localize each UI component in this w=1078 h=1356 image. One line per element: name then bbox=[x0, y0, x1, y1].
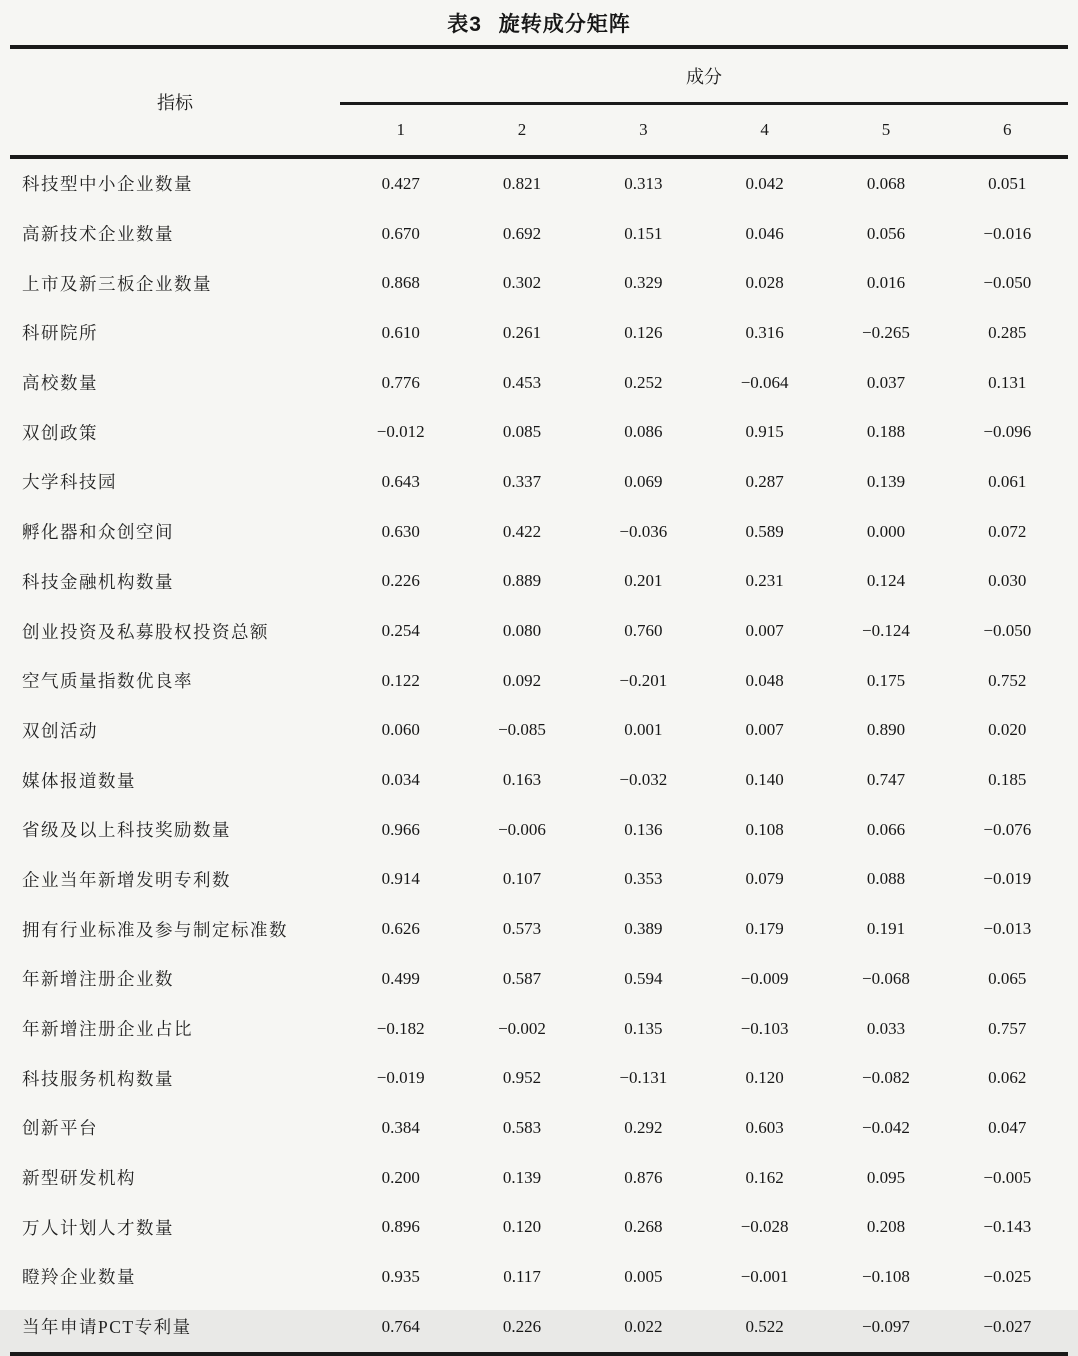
cell-value: −0.201 bbox=[619, 670, 668, 690]
cell-value: 0.042 bbox=[745, 173, 784, 193]
cell-value: 0.821 bbox=[502, 173, 542, 193]
cell-value: −0.027 bbox=[983, 1316, 1032, 1336]
table-row bbox=[10, 157, 1068, 209]
cell-value: 0.630 bbox=[381, 521, 420, 541]
cell-value: 0.095 bbox=[866, 1167, 906, 1187]
table-row bbox=[10, 507, 1068, 557]
row-label: 新型研发机构 bbox=[22, 1168, 136, 1189]
cell-value: 0.643 bbox=[381, 471, 420, 491]
cell-value: −0.182 bbox=[376, 1018, 425, 1038]
cell-value: 0.389 bbox=[624, 919, 663, 939]
rotated-component-matrix-table bbox=[10, 45, 1068, 1356]
table-body bbox=[10, 157, 1068, 1354]
row-label: 万人计划人才数量 bbox=[22, 1217, 174, 1238]
row-label: 科研院所 bbox=[22, 323, 98, 344]
cell-value: 0.868 bbox=[381, 273, 420, 293]
table-row bbox=[10, 1202, 1068, 1252]
cell-value: 0.302 bbox=[502, 273, 542, 293]
cell-value: 0.188 bbox=[866, 422, 906, 442]
cell-value: 0.285 bbox=[988, 322, 1027, 342]
cell-value: 0.151 bbox=[624, 223, 663, 243]
cell-value: 0.080 bbox=[502, 621, 542, 641]
cell-value: 0.047 bbox=[988, 1117, 1027, 1137]
cell-value: 0.175 bbox=[866, 670, 906, 690]
cell-value: 0.914 bbox=[381, 869, 420, 889]
cell-value: −0.085 bbox=[498, 720, 546, 740]
cell-value: 0.005 bbox=[624, 1266, 663, 1286]
cell-value: 0.086 bbox=[624, 422, 663, 442]
cell-value: 0.427 bbox=[381, 173, 420, 193]
row-label: 双创政策 bbox=[22, 422, 98, 443]
cell-value: 0.876 bbox=[624, 1167, 663, 1187]
cell-value: −0.006 bbox=[498, 819, 546, 839]
cell-value: 0.016 bbox=[866, 273, 906, 293]
cell-value: 0.056 bbox=[866, 223, 906, 243]
cell-value: −0.050 bbox=[983, 621, 1032, 641]
component-col: 1 bbox=[340, 104, 461, 158]
cell-value: 0.254 bbox=[381, 621, 420, 641]
cell-value: −0.143 bbox=[983, 1217, 1032, 1237]
cell-value: 0.583 bbox=[502, 1117, 542, 1137]
cell-value: 0.000 bbox=[866, 521, 906, 541]
table-row bbox=[10, 1252, 1068, 1302]
cell-value: 0.020 bbox=[988, 720, 1027, 740]
cell-value: 0.068 bbox=[866, 173, 906, 193]
row-label: 孵化器和众创空间 bbox=[22, 522, 174, 543]
row-label: 双创活动 bbox=[22, 720, 98, 741]
row-label: 科技服务机构数量 bbox=[22, 1068, 174, 1089]
table-row bbox=[10, 358, 1068, 408]
cell-value: 0.139 bbox=[502, 1167, 542, 1187]
cell-value: 0.092 bbox=[502, 670, 542, 690]
indicator-header: 指标 bbox=[10, 47, 340, 157]
cell-value: −0.028 bbox=[740, 1217, 789, 1237]
cell-value: 0.287 bbox=[745, 471, 784, 491]
table-row bbox=[10, 557, 1068, 607]
cell-value: 0.107 bbox=[502, 869, 542, 889]
row-label: 科技型中小企业数量 bbox=[22, 174, 193, 195]
cell-value: 0.776 bbox=[381, 372, 420, 392]
row-label: 高校数量 bbox=[22, 373, 98, 394]
cell-value: 0.079 bbox=[745, 869, 784, 889]
table-row bbox=[10, 1004, 1068, 1054]
cell-value: 0.191 bbox=[866, 919, 906, 939]
cell-value: −0.108 bbox=[862, 1266, 910, 1286]
cell-value: 0.760 bbox=[624, 621, 663, 641]
row-label: 拥有行业标准及参与制定标准数 bbox=[22, 919, 288, 940]
cell-value: 0.120 bbox=[745, 1068, 784, 1088]
table-row bbox=[10, 755, 1068, 805]
cell-value: 0.030 bbox=[988, 571, 1027, 591]
cell-value: −0.064 bbox=[740, 372, 789, 392]
cell-value: 0.499 bbox=[381, 968, 420, 988]
cell-value: 0.226 bbox=[502, 1316, 542, 1336]
cell-value: 0.065 bbox=[988, 968, 1027, 988]
cell-value: −0.012 bbox=[376, 422, 425, 442]
table-row bbox=[10, 1053, 1068, 1103]
cell-value: 0.069 bbox=[624, 471, 663, 491]
cell-value: −0.001 bbox=[740, 1266, 789, 1286]
table-row bbox=[10, 1103, 1068, 1153]
table-row bbox=[10, 1153, 1068, 1203]
cell-value: −0.005 bbox=[983, 1167, 1032, 1187]
table-header bbox=[10, 47, 1068, 157]
cell-value: 0.573 bbox=[502, 919, 542, 939]
cell-value: 0.896 bbox=[381, 1217, 420, 1237]
row-label: 当年申请PCT专利量 bbox=[22, 1317, 192, 1338]
cell-value: −0.050 bbox=[983, 273, 1032, 293]
table-row bbox=[10, 258, 1068, 308]
cell-value: −0.076 bbox=[983, 819, 1032, 839]
cell-value: 0.126 bbox=[624, 322, 663, 342]
cell-value: 0.747 bbox=[866, 770, 906, 790]
cell-value: 0.007 bbox=[745, 621, 784, 641]
cell-value: 0.337 bbox=[502, 471, 542, 491]
cell-value: −0.016 bbox=[983, 223, 1032, 243]
cell-value: 0.752 bbox=[988, 670, 1027, 690]
cell-value: −0.097 bbox=[862, 1316, 910, 1336]
cell-value: −0.042 bbox=[862, 1117, 910, 1137]
cell-value: −0.096 bbox=[983, 422, 1032, 442]
cell-value: 0.201 bbox=[624, 571, 663, 591]
cell-value: −0.103 bbox=[740, 1018, 789, 1038]
cell-value: 0.915 bbox=[745, 422, 784, 442]
cell-value: 0.890 bbox=[866, 720, 906, 740]
cell-value: 0.179 bbox=[745, 919, 784, 939]
cell-value: 0.603 bbox=[745, 1117, 784, 1137]
row-label: 年新增注册企业数 bbox=[22, 969, 174, 990]
cell-value: −0.002 bbox=[498, 1018, 546, 1038]
cell-value: 0.136 bbox=[624, 819, 663, 839]
component-col: 5 bbox=[825, 104, 946, 158]
cell-value: −0.068 bbox=[862, 968, 910, 988]
row-label: 高新技术企业数量 bbox=[22, 224, 174, 245]
row-label: 大学科技园 bbox=[22, 472, 117, 493]
cell-value: 0.935 bbox=[381, 1266, 420, 1286]
cell-value: 0.120 bbox=[502, 1217, 542, 1237]
cell-value: 0.610 bbox=[381, 322, 420, 342]
cell-value: −0.009 bbox=[740, 968, 789, 988]
table-row bbox=[10, 209, 1068, 259]
cell-value: 0.313 bbox=[624, 173, 663, 193]
row-label: 科技金融机构数量 bbox=[22, 571, 174, 592]
table-row bbox=[10, 308, 1068, 358]
cell-value: 0.966 bbox=[381, 819, 420, 839]
cell-value: 0.353 bbox=[624, 869, 663, 889]
cell-value: 0.208 bbox=[866, 1217, 906, 1237]
row-label: 媒体报道数量 bbox=[22, 770, 136, 791]
cell-value: 0.028 bbox=[745, 273, 784, 293]
cell-value: 0.062 bbox=[988, 1068, 1027, 1088]
component-col: 3 bbox=[583, 104, 704, 158]
cell-value: 0.952 bbox=[502, 1068, 542, 1088]
cell-value: −0.019 bbox=[376, 1068, 425, 1088]
row-label: 创新平台 bbox=[22, 1118, 98, 1139]
table-row bbox=[10, 1302, 1068, 1354]
cell-value: 0.670 bbox=[381, 223, 420, 243]
cell-value: 0.384 bbox=[381, 1117, 420, 1137]
cell-value: 0.231 bbox=[745, 571, 784, 591]
cell-value: −0.025 bbox=[983, 1266, 1032, 1286]
cell-value: −0.013 bbox=[983, 919, 1032, 939]
cell-value: 0.022 bbox=[624, 1316, 663, 1336]
cell-value: −0.082 bbox=[862, 1068, 910, 1088]
cell-value: 0.185 bbox=[988, 770, 1027, 790]
cell-value: 0.088 bbox=[866, 869, 906, 889]
cell-value: −0.131 bbox=[619, 1068, 668, 1088]
cell-value: 0.139 bbox=[866, 471, 906, 491]
cell-value: 0.135 bbox=[624, 1018, 663, 1038]
cell-value: 0.124 bbox=[866, 571, 906, 591]
cell-value: 0.764 bbox=[381, 1316, 420, 1336]
cell-value: 0.131 bbox=[988, 372, 1027, 392]
cell-value: 0.060 bbox=[381, 720, 420, 740]
table-row bbox=[10, 904, 1068, 954]
table-row bbox=[10, 606, 1068, 656]
cell-value: 0.422 bbox=[502, 521, 542, 541]
cell-value: 0.594 bbox=[624, 968, 663, 988]
cell-value: 0.034 bbox=[381, 770, 420, 790]
cell-value: 0.200 bbox=[381, 1167, 420, 1187]
table-row bbox=[10, 656, 1068, 706]
component-col: 6 bbox=[947, 104, 1068, 158]
cell-value: 0.329 bbox=[624, 273, 663, 293]
component-col: 4 bbox=[704, 104, 825, 158]
cell-value: 0.117 bbox=[503, 1266, 541, 1286]
cell-value: 0.589 bbox=[745, 521, 784, 541]
cell-value: 0.587 bbox=[502, 968, 542, 988]
cell-value: 0.007 bbox=[745, 720, 784, 740]
cell-value: 0.046 bbox=[745, 223, 784, 243]
cell-value: 0.085 bbox=[502, 422, 542, 442]
table-title: 表3 旋转成分矩阵 bbox=[447, 13, 631, 36]
cell-value: 0.048 bbox=[745, 670, 784, 690]
component-header: 成分 bbox=[340, 47, 1068, 104]
row-label: 省级及以上科技奖励数量 bbox=[22, 820, 231, 841]
cell-value: 0.316 bbox=[745, 322, 784, 342]
cell-value: 0.226 bbox=[381, 571, 420, 591]
cell-value: 0.051 bbox=[988, 173, 1027, 193]
row-label: 创业投资及私募股权投资总额 bbox=[22, 621, 269, 642]
cell-value: 0.001 bbox=[624, 720, 663, 740]
cell-value: 0.889 bbox=[502, 571, 542, 591]
row-label: 上市及新三板企业数量 bbox=[22, 273, 212, 294]
cell-value: −0.019 bbox=[983, 869, 1032, 889]
table-row bbox=[10, 855, 1068, 905]
cell-value: 0.122 bbox=[381, 670, 420, 690]
cell-value: 0.692 bbox=[502, 223, 542, 243]
cell-value: 0.033 bbox=[866, 1018, 906, 1038]
row-label: 瞪羚企业数量 bbox=[22, 1267, 136, 1288]
table-row bbox=[10, 407, 1068, 457]
cell-value: 0.522 bbox=[745, 1316, 784, 1336]
cell-value: 0.292 bbox=[624, 1117, 663, 1137]
cell-value: 0.072 bbox=[988, 521, 1027, 541]
cell-value: 0.162 bbox=[745, 1167, 784, 1187]
row-label: 企业当年新增发明专利数 bbox=[22, 869, 231, 890]
cell-value: 0.066 bbox=[866, 819, 906, 839]
cell-value: −0.265 bbox=[862, 322, 910, 342]
cell-value: 0.061 bbox=[988, 471, 1027, 491]
cell-value: −0.124 bbox=[862, 621, 910, 641]
row-label: 年新增注册企业占比 bbox=[22, 1019, 193, 1040]
cell-value: 0.626 bbox=[381, 919, 420, 939]
cell-value: 0.108 bbox=[745, 819, 784, 839]
cell-value: 0.453 bbox=[502, 372, 542, 392]
table-row bbox=[10, 805, 1068, 855]
cell-value: 0.037 bbox=[866, 372, 906, 392]
cell-value: 0.252 bbox=[624, 372, 663, 392]
component-col: 2 bbox=[461, 104, 582, 158]
cell-value: −0.032 bbox=[619, 770, 668, 790]
cell-value: 0.268 bbox=[624, 1217, 663, 1237]
table-row bbox=[10, 706, 1068, 756]
cell-value: 0.261 bbox=[502, 322, 542, 342]
row-label: 空气质量指数优良率 bbox=[22, 671, 193, 692]
table-row bbox=[10, 457, 1068, 507]
cell-value: 0.163 bbox=[502, 770, 542, 790]
table-row bbox=[10, 954, 1068, 1004]
cell-value: 0.140 bbox=[745, 770, 784, 790]
cell-value: 0.757 bbox=[988, 1018, 1027, 1038]
cell-value: −0.036 bbox=[619, 521, 668, 541]
